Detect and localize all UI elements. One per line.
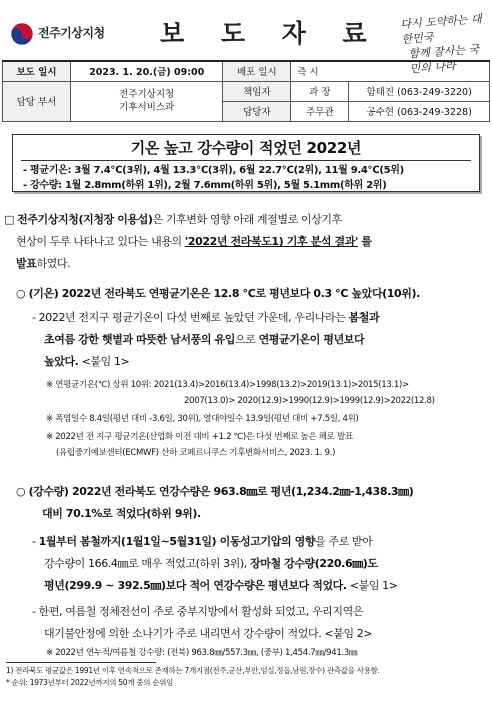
staff-role: 주무관 — [291, 101, 349, 121]
temp-text-1: - 2022년 전지구 평균기온이 다섯 번째로 높았던 가운데, 우리나라는 — [32, 311, 349, 324]
rain-line-3 — [44, 576, 398, 596]
rain-dash: - — [32, 535, 39, 548]
headline-divider — [21, 160, 471, 161]
intro-line-2 — [16, 232, 372, 252]
dist-label: 배포 일시 — [223, 61, 291, 81]
temp-line-2 — [44, 330, 364, 350]
rain-line-1 — [32, 532, 372, 552]
slogan-line-2: 함께 잘사는 국민의 나라 — [408, 42, 480, 76]
rain-line-4: - 한편, 여름철 정체전선이 주로 중부지방에서 활성화 되었고, 우리지역은 — [32, 605, 364, 618]
temp-appendix-ref: <붙임 1> — [78, 355, 130, 368]
resp-role: 과 장 — [291, 81, 349, 101]
rain-note: ※ 2022년 연누적/여름철 강수량: (전북) 963.8㎜/557.3㎜, (중부) 1,454.7㎜/941.3㎜ — [46, 648, 358, 658]
rain-heading-1: ○ (강수량) 2022년 전라북도 연강수량은 963.8㎜로 평년(1,234.2㎜-1,438.3㎜) — [16, 485, 414, 498]
footnote-divider — [6, 662, 156, 663]
temp-line-1 — [32, 308, 379, 328]
staff-label: 담당자 — [223, 101, 291, 121]
slogan-line-1: 다시 도약하는 대한민국 — [400, 12, 483, 47]
org-name: 전주기상지청 — [38, 26, 105, 40]
temp-text-2: 으로 — [235, 333, 259, 346]
intro-line-1 — [4, 210, 342, 230]
footnote-1: 1) 전라북도 평균값은 1991년 이후 연속적으로 존재하는 7개지점(전주,군산,부안,임실,정읍,남원,장수) 관측값을 사용함. — [6, 666, 380, 675]
release-title: 보 도 자 료 — [160, 19, 381, 48]
rain-bold-1: 1월부터 봄철까지(1월1일~5월31일) 이동성고기압의 영향 — [38, 535, 316, 548]
dept-value — [71, 81, 223, 121]
intro-text-4: 하였다. — [36, 257, 71, 270]
dept-value-2: 기후서비스과 — [119, 102, 175, 113]
staff-name: 공수현 (063-249-3228) — [349, 101, 490, 121]
date-value: 2023. 1. 20.(금) 09:00 — [71, 61, 223, 81]
rain-line-5: 대기불안정에 의한 소나기가 주로 내리면서 강수량이 적었다. <붙임 2> — [44, 627, 373, 640]
temp-bold-3: 연평균기온이 평년보다 — [258, 333, 365, 346]
headline-line-rain: - 강수량: 1월 2.8mm(하위 1위), 2월 7.6mm(하위 5위), 5월 5.1mm(하위 2위) — [23, 180, 387, 191]
square-bullet-icon: □ — [4, 213, 14, 226]
headline-line-temp: - 평균기온: 3월 7.4℃(3위), 4월 13.3℃(3위), 6월 22.7℃(2위), 11월 9.4℃(5위) — [23, 165, 404, 176]
rain-bold-2: 장마철 강수량(220.6㎜)도 — [250, 557, 378, 570]
headline-box — [12, 134, 480, 192]
intro-announce: 발표 — [16, 257, 37, 270]
temp-note-1a: ※ 연평균기온(℃) 상위 10위: 2021(13.4)>2016(13.4)>1998(13.2)>2019(13.1)>2015(13.1)> — [46, 380, 409, 390]
temp-line-3 — [44, 352, 129, 372]
intro-text-1: 은 기후변화 영향 아래 계절별로 이상기후 — [152, 213, 342, 226]
intro-text-3: 를 — [357, 235, 372, 248]
rain-bold-3: 평년(299.9 ~ 392.5㎜)보다 적어 연강수량은 평년보다 적었다. — [44, 579, 347, 592]
dept-value-1: 전주기상지청 — [119, 89, 175, 100]
footnote-2: * 순위: 1973년부터 2022년까지의 50개 중의 순위임 — [6, 678, 174, 687]
temp-heading: ○ (기온) 2022년 전라북도 연평균기온은 12.8 ℃로 평년보다 0.3 ℃ 높았다(10위). — [16, 287, 420, 300]
rain-line-2 — [44, 554, 378, 574]
intro-org: 전주기상지청(지청장 이용섭) — [17, 213, 153, 226]
rain-heading-2: 대비 70.1%로 적었다(하위 9위). — [42, 507, 201, 520]
dist-value: 즉 시 — [291, 61, 490, 81]
date-label: 보도 일시 — [3, 61, 71, 81]
temp-bold-1: 봄철과 — [348, 311, 380, 324]
rain-appendix-ref: <붙임 1> — [346, 579, 398, 592]
rain-text-2: 강수량이 166.4㎜로 매우 적었고(하위 3위), — [44, 557, 250, 570]
temp-note-2: ※ 폭염일수 8.4일(평년 대비 -3.6일, 30위), 열대야일수 13.9일(평년 대비 +7.5일, 4위) — [46, 414, 359, 424]
rain-text-1: 을 주로 받아 — [315, 535, 373, 548]
temp-note-3a: ※ 2022년 전 지구 평균기온(산업화 이전 대비 +1.2 ℃)은 다섯 번째로 높은 해로 발표 — [46, 432, 353, 442]
temp-note-1b: 2007(13.0)> 2020(12.9)>1990(12.9)>1999(12.9)>2022(12.8) — [184, 396, 435, 406]
temp-note-3b: (유럽중기예보센터(ECMWF) 산하 코페르니쿠스 기후변화서비스, 2023. 1. 9.) — [56, 448, 336, 458]
intro-report-title: '2022년 전라북도1) 기후 분석 결과' — [184, 235, 358, 248]
resp-label: 책임자 — [223, 81, 291, 101]
dept-label: 담당 부서 — [3, 81, 71, 121]
temp-bold-2: 초여름 강한 햇볕과 따뜻한 남서풍의 유입 — [44, 333, 235, 346]
headline-title: 기온 높고 강수량이 적었던 2022년 — [130, 139, 362, 157]
resp-name: 함태진 (063-249-3220) — [349, 81, 490, 101]
taegeuk-logo-icon — [10, 22, 34, 46]
temp-bold-4: 높았다. — [44, 355, 79, 368]
release-info-table — [2, 60, 490, 122]
intro-text-2: 현상이 두루 나타나고 있다는 내용의 — [16, 235, 185, 248]
intro-line-3 — [16, 254, 70, 274]
